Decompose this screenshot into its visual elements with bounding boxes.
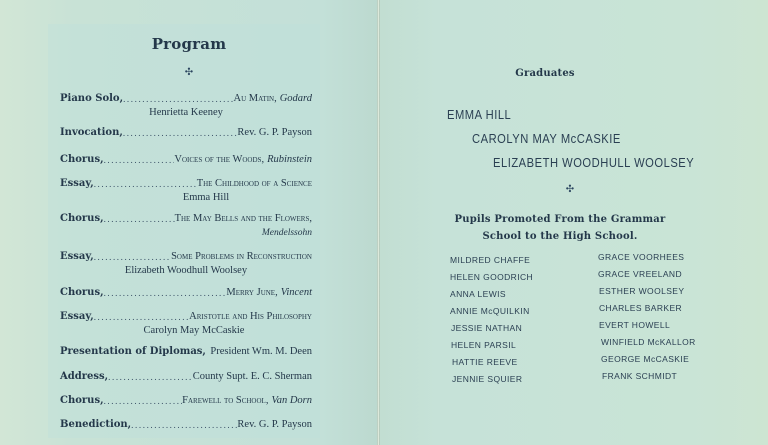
graduate-name: EMMA HILL [447,107,512,122]
leader-dots [131,418,237,432]
program-item-chorus-2 [60,212,312,240]
ornament-icon: ✣ [565,184,575,195]
item-value: Farewell to School, [182,395,269,406]
item-value: Merry June, [226,287,278,298]
promoted-heading: Pupils Promoted From the Grammar School to the High School. [454,214,666,242]
pupil-name: WINFIELD McKALLOR [601,337,696,347]
pupil-name: JENNIE SQUIER [452,374,523,384]
leader-dots [94,310,189,324]
item-label: Chorus, [60,154,104,165]
item-label: Essay, [60,251,94,262]
item-label: Essay, [60,311,94,322]
pupil-name: CHARLES BARKER [599,303,683,313]
leader-dots [104,212,175,226]
leader-dots [104,153,175,167]
item-label: Chorus, [60,287,104,298]
item-value: The Childhood of a Science [196,178,312,189]
pupil-name: ANNA LEWIS [450,289,506,299]
item-label: Chorus, [60,395,104,406]
program-item-chorus-1 [60,153,312,167]
item-value: County Supt. E. C. Sherman [192,371,312,382]
item-value: Some Problems in Reconstruction [171,251,312,262]
item-composer: Godard [279,93,312,104]
item-performer: Henrietta Keeney [149,107,223,118]
leader-dots [123,92,233,106]
leader-dots [104,394,183,408]
pupil-name: GEORGE McCASKIE [601,354,690,364]
graduates-heading: Graduates [515,68,575,79]
program-item-essay-1 [60,177,312,205]
program-item-diplomas [60,345,312,359]
pupil-name: JESSIE NATHAN [451,323,523,333]
graduate-name: CAROLYN MAY McCASKIE [472,131,621,146]
item-label: Benediction, [60,419,132,430]
graduate-name: ELIZABETH WOODHULL WOOLSEY [493,155,695,170]
leader-dots [108,370,193,384]
program-item-invocation [60,126,312,140]
item-value: Aristotle and His Philosophy [189,311,312,322]
program-item-chorus-3 [60,286,312,300]
pupil-name: MILDRED CHAFFE [450,255,531,265]
item-label: Presentation of Diplomas, [60,346,206,357]
item-performer: Elizabeth Woodhull Woolsey [124,265,248,276]
pupil-name: HATTIE REEVE [452,357,518,367]
program-item-chorus-4 [60,394,312,408]
pupil-name: ANNIE McQUILKIN [450,306,530,316]
program-item-essay-2 [60,250,312,278]
item-value: Rev. G. P. Payson [237,127,312,138]
item-label: Essay, [60,178,94,189]
pupil-name: GRACE VOORHEES [598,252,685,262]
ornament-icon: ✣ [184,67,194,78]
item-value: Rev. G. P. Payson [237,419,312,430]
item-value: Voices of the Woods, [174,154,265,165]
pupil-name: EVERT HOWELL [599,320,671,330]
program-item-address [60,370,312,384]
program-item-piano-solo [60,92,312,120]
item-label: Piano Solo, [60,93,124,104]
pupil-name: FRANK SCHMIDT [602,371,678,381]
leader-dots [94,250,171,264]
item-performer: Emma Hill [182,192,230,203]
item-value: Au Matin, [233,93,277,104]
leader-dots [123,126,238,140]
program-item-benediction [60,418,312,432]
leader-dots [94,177,197,191]
pupil-name: HELEN GOODRICH [450,272,534,282]
item-composer: Vincent [280,287,312,298]
item-composer: Mendelssohn [261,228,312,238]
item-label: Invocation, [60,127,123,138]
item-composer: Rubinstein [267,154,312,165]
item-composer: Van Dorn [271,395,312,406]
item-label: Address, [60,371,109,382]
item-performer: Carolyn May McCaskie [143,325,245,336]
program-item-essay-3 [60,310,312,338]
pupil-name: HELEN PARSIL [451,340,517,350]
leader-dots [104,286,227,300]
item-value: The May Bells and the Flowers, [174,213,312,224]
program-title: Program [151,35,227,53]
pupil-name: ESTHER WOOLSEY [599,286,685,296]
pupil-name: GRACE VREELAND [598,269,683,279]
item-label: Chorus, [60,213,104,224]
item-value: President Wm. M. Deen [210,346,312,357]
